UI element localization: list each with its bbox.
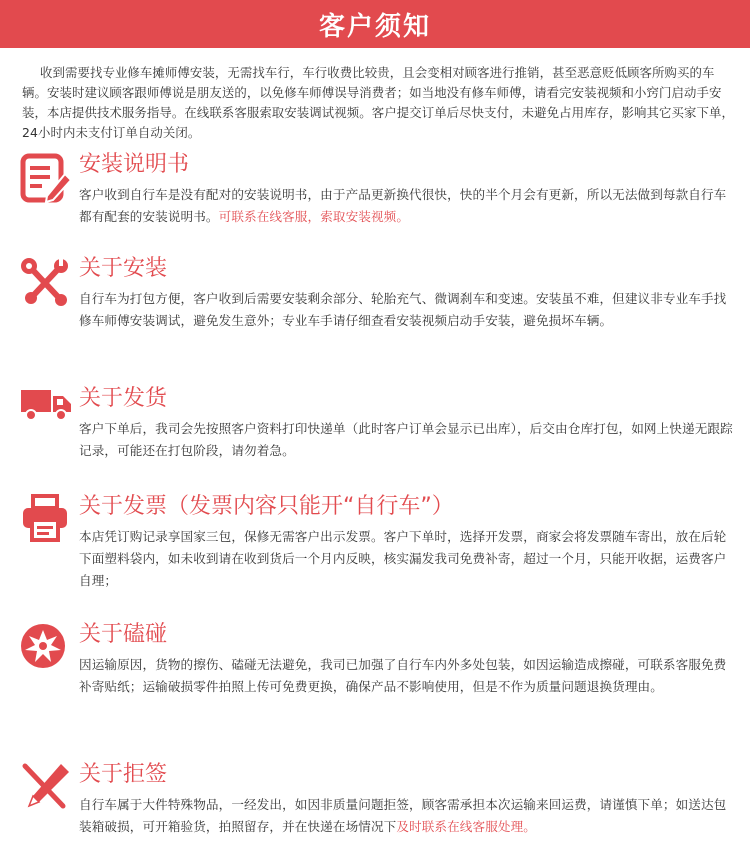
- section-title: 安装说明书: [79, 152, 190, 177]
- section-title: 关于发货: [79, 386, 168, 411]
- truck-icon: [17, 384, 73, 436]
- section-title: 关于发票（发票内容只能开“自行车”）: [79, 494, 454, 519]
- section-title: 关于拒签: [79, 762, 168, 787]
- page-title: 客户须知: [318, 11, 431, 42]
- section-title: 关于安装: [79, 256, 168, 281]
- tools-icon: [17, 256, 73, 308]
- section-body: 自行车属于大件特殊物品，一经发出，如因非质量问题拒签，顾客需承担本次运输来回运费，请谨慎下单；如送达包装箱破损，可开箱验货，拍照留存，并在快递在场情况下及时联系在线客服处理。: [79, 797, 727, 834]
- printer-icon: [17, 492, 73, 544]
- section-title: 关于磕碰: [79, 622, 168, 647]
- contact-service-note: 可联系在线客服，索取安装视频。: [218, 209, 410, 224]
- impact-icon: [17, 620, 73, 672]
- section-body: 客户收到自行车是没有配对的安装说明书，由于产品更新换代很快，快的半个月会有更新，所以无法做到每款自行车都有配套的安装说明书。可联系在线客服，索取安装视频。: [79, 187, 727, 224]
- intro-paragraph: 收到需要找专业修车摊师傅安装，无需找车行，车行收费比较贵，且会变相对顾客进行推销，甚至恶意贬低顾客所购买的车辆。安装时建议顾客跟师傅说是朋友送的，以免修车师傅误导消费者；如当地没有修车师傅，请看完安装视频和小窍门启动手安装，本店提供技术服务指导。在线联系客服索取安装调试视频。客户提交订单后尽快支付，未避免占用库存，影响其它买家下单，24小时内未支付订单自动关闭。: [22, 65, 734, 140]
- section-body: 自行车为打包方便，客户收到后需要安装剩余部分、轮胎充气、微调刹车和变速。安装虽不难，但建议非专业车手找修车师傅安装调试，避免发生意外；专业车手请仔细查看安装视频启动手安装，避免损坏车辆。: [79, 291, 727, 328]
- section-body: 本店凭订购记录享国家三包，保修无需客户出示发票。客户下单时，选择开发票，商家会将发票随车寄出，放在后轮下面塑料袋内，如未收到请在收到货后一个月内反映，核实漏发我司免费补寄，超过一个月，只能开收据，运费客户自理；: [79, 529, 727, 588]
- manual-icon: [17, 152, 73, 204]
- header-bar: [0, 0, 750, 48]
- contact-service-note: 及时联系在线客服处理。: [396, 819, 536, 834]
- refuse-pen-icon: [17, 760, 73, 812]
- section-body: 客户下单后，我司会先按照客户资料打印快递单（此时客户订单会显示已出库），后交由仓库打包，如网上快递无跟踪记录，可能还在打包阶段，请勿着急。: [79, 421, 733, 458]
- section-body: 因运输原因，货物的擦伤、磕碰无法避免，我司已加强了自行车内外多处包装，如因运输造成擦碰，可联系客服免费补寄贴纸；运输破损零件拍照上传可免费更换，确保产品不影响使用，但是不作为质量问题退换货理由。: [79, 657, 727, 694]
